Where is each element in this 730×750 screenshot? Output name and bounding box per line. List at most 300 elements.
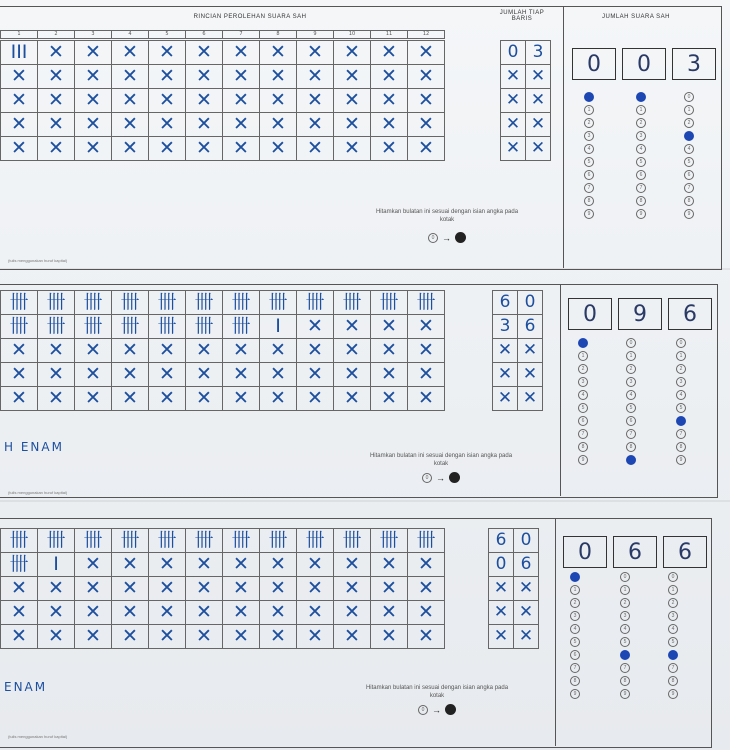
filled-bubble[interactable]	[668, 650, 678, 660]
digit-bubble[interactable]: 7	[584, 183, 594, 193]
filled-bubble[interactable]	[626, 455, 636, 465]
tally-cell: ✕	[297, 41, 334, 65]
tally-cell: ✕	[149, 89, 186, 113]
tally-cell: ✕	[297, 113, 334, 137]
instruction-text-3: Hitamkan bulatan ini sesuai dengan isian angka pada kotak	[365, 685, 509, 699]
tally-grid-1	[0, 40, 445, 161]
tally-cell: ✕	[408, 315, 445, 339]
tally-cell: ✕	[297, 363, 334, 387]
digit-bubble[interactable]: 3	[584, 131, 594, 141]
tally-cell: ✕	[408, 363, 445, 387]
row-total-digit: ✕	[526, 137, 551, 161]
tally-cell: ✕	[408, 625, 445, 649]
tally-row	[1, 553, 445, 577]
row-total-digit: ✕	[489, 625, 514, 649]
arrow-icon: →	[436, 472, 445, 483]
tally-cell: 卌	[186, 315, 223, 339]
digit-bubble[interactable]: 8	[626, 442, 636, 452]
tally-cell: I	[260, 315, 297, 339]
digit-bubble[interactable]: 6	[636, 170, 646, 180]
digit-bubble[interactable]: 9	[636, 209, 646, 219]
tally-cell: ✕	[186, 339, 223, 363]
filled-bubble-icon	[445, 704, 456, 715]
digit-bubble[interactable]: 8	[620, 676, 630, 686]
tally-cell: ✕	[334, 137, 371, 161]
tally-cell: 卌	[371, 291, 408, 315]
digit-bubble[interactable]: 3	[626, 377, 636, 387]
digit-bubble-column	[636, 92, 646, 219]
digit-bubble-column	[676, 338, 686, 465]
tally-cell: ✕	[75, 89, 112, 113]
tally-cell: ✕	[186, 577, 223, 601]
tally-cell: ✕	[149, 601, 186, 625]
tally-cell: ✕	[371, 625, 408, 649]
tally-cell: ✕	[334, 387, 371, 411]
tally-cell: ✕	[186, 65, 223, 89]
digit-bubble[interactable]: 4	[684, 144, 694, 154]
tally-cell: ✕	[38, 339, 75, 363]
tally-cell: ✕	[334, 339, 371, 363]
digit-bubble[interactable]: 5	[620, 637, 630, 647]
digit-bubble[interactable]: 0	[626, 338, 636, 348]
column-number: 2	[38, 31, 75, 39]
tally-cell: ✕	[1, 363, 38, 387]
tally-cell: ✕	[112, 65, 149, 89]
votes-in-words-2: H ENAM	[4, 440, 64, 454]
digit-bubble[interactable]: 8	[578, 442, 588, 452]
tally-row	[1, 291, 445, 315]
column-number: 8	[260, 31, 297, 39]
tally-cell: ✕	[371, 65, 408, 89]
row-total-column-3	[488, 528, 539, 649]
tally-cell: ✕	[334, 553, 371, 577]
digit-bubble[interactable]: 3	[636, 131, 646, 141]
tally-cell: ✕	[186, 387, 223, 411]
column-number: 6	[186, 31, 223, 39]
row-total-digit: 6	[489, 529, 514, 553]
digit-bubble-column	[620, 572, 630, 699]
tally-cell: ✕	[297, 387, 334, 411]
tally-cell: 卌	[75, 529, 112, 553]
tally-cell: 卌	[75, 291, 112, 315]
digit-bubble[interactable]: 1	[578, 351, 588, 361]
digit-bubble[interactable]: 6	[578, 416, 588, 426]
tally-cell: ✕	[223, 601, 260, 625]
total-digit-box: 6	[613, 536, 657, 568]
row-total-digit: ✕	[526, 65, 551, 89]
digit-bubble[interactable]: 4	[676, 390, 686, 400]
tally-cell: ✕	[260, 339, 297, 363]
tally-cell: 卌	[223, 315, 260, 339]
tally-cell: ✕	[371, 339, 408, 363]
digit-bubble[interactable]: 2	[620, 598, 630, 608]
digit-bubble[interactable]: 8	[636, 196, 646, 206]
row-total-digit: ✕	[489, 601, 514, 625]
tally-cell: ✕	[260, 625, 297, 649]
tally-cell: 卌	[371, 529, 408, 553]
digit-bubble[interactable]: 0	[676, 338, 686, 348]
tally-cell: 卌	[260, 291, 297, 315]
tally-cell: ✕	[371, 315, 408, 339]
tally-cell: ✕	[371, 577, 408, 601]
column-number: 7	[223, 31, 260, 39]
digit-bubble[interactable]: 3	[578, 377, 588, 387]
digit-bubble[interactable]: 4	[636, 144, 646, 154]
instruction-text-2: Hitamkan bulatan ini sesuai dengan isian angka pada kotak	[369, 453, 513, 467]
tally-cell: 卌	[223, 529, 260, 553]
tally-cell: ✕	[149, 339, 186, 363]
tally-cell: ✕	[112, 601, 149, 625]
digit-bubble[interactable]: 2	[668, 598, 678, 608]
digit-bubble[interactable]: 8	[570, 676, 580, 686]
filled-bubble[interactable]	[584, 92, 594, 102]
tally-cell: ✕	[223, 137, 260, 161]
tally-row	[1, 363, 445, 387]
digit-bubble-column	[684, 92, 694, 219]
tally-cell: ✕	[186, 553, 223, 577]
column-number: 1	[1, 31, 38, 39]
tally-cell: ✕	[334, 625, 371, 649]
digit-bubble[interactable]: 6	[626, 416, 636, 426]
digit-bubble[interactable]: 1	[684, 105, 694, 115]
tally-cell: ✕	[149, 625, 186, 649]
tally-cell: ✕	[75, 113, 112, 137]
tally-cell: ✕	[297, 89, 334, 113]
tally-cell: ✕	[371, 553, 408, 577]
tally-cell: ✕	[334, 89, 371, 113]
tally-row	[1, 625, 445, 649]
tally-cell: ✕	[149, 577, 186, 601]
row-total-digit: ✕	[514, 601, 539, 625]
digit-bubble[interactable]: 6	[570, 650, 580, 660]
tally-cell: ✕	[75, 387, 112, 411]
column-number: 5	[149, 31, 186, 39]
row-total-digit: ✕	[493, 363, 518, 387]
column-number-row	[0, 30, 445, 39]
digit-bubble[interactable]: 2	[584, 118, 594, 128]
digit-bubble[interactable]: 9	[684, 209, 694, 219]
digit-bubble[interactable]: 0	[620, 572, 630, 582]
tally-cell: ✕	[38, 601, 75, 625]
digit-bubble[interactable]: 5	[676, 403, 686, 413]
footnote-1: (tulis menggunakan huruf kapital)	[8, 258, 68, 263]
column-number: 3	[75, 31, 112, 39]
filled-bubble-icon	[449, 472, 460, 483]
digit-bubble[interactable]: 2	[636, 118, 646, 128]
tally-cell: ✕	[260, 89, 297, 113]
row-total-digit: ✕	[493, 339, 518, 363]
digit-bubble[interactable]: 7	[636, 183, 646, 193]
digit-bubble[interactable]: 2	[676, 364, 686, 374]
column-number: 10	[334, 31, 371, 39]
tally-cell: ✕	[371, 363, 408, 387]
digit-bubble[interactable]: 5	[578, 403, 588, 413]
digit-bubble[interactable]: 8	[684, 196, 694, 206]
tally-cell: ✕	[334, 363, 371, 387]
digit-bubble[interactable]: 7	[578, 429, 588, 439]
digit-bubble[interactable]: 5	[668, 637, 678, 647]
tally-cell: ✕	[223, 41, 260, 65]
tally-cell: ✕	[408, 601, 445, 625]
tally-cell: ✕	[260, 41, 297, 65]
tally-cell: ✕	[223, 387, 260, 411]
tally-cell: 卌	[1, 529, 38, 553]
legend-1	[428, 232, 466, 243]
tally-cell: ✕	[112, 89, 149, 113]
row-total-digit: 6	[493, 291, 518, 315]
tally-cell: ✕	[112, 553, 149, 577]
tally-row	[1, 529, 445, 553]
digit-bubble[interactable]: 5	[626, 403, 636, 413]
digit-bubble[interactable]: 7	[684, 183, 694, 193]
digit-bubble[interactable]: 8	[668, 676, 678, 686]
tally-grid-3	[0, 528, 445, 649]
tally-row	[1, 601, 445, 625]
tally-cell: ✕	[223, 363, 260, 387]
digit-bubble[interactable]: 6	[584, 170, 594, 180]
column-number: 9	[297, 31, 334, 39]
digit-bubble[interactable]: 2	[578, 364, 588, 374]
digit-bubble[interactable]: 5	[684, 157, 694, 167]
total-digit-box: 6	[663, 536, 707, 568]
tally-cell: 卌	[1, 315, 38, 339]
digit-bubble[interactable]: 9	[620, 689, 630, 699]
tally-cell: 卌	[38, 529, 75, 553]
tally-row	[1, 137, 445, 161]
tally-cell: ✕	[75, 41, 112, 65]
tally-cell: ✕	[186, 113, 223, 137]
tally-cell: ✕	[75, 553, 112, 577]
tally-cell: ✕	[334, 601, 371, 625]
tally-cell: ✕	[408, 137, 445, 161]
digit-bubble[interactable]: 0	[668, 572, 678, 582]
tally-cell: 卌	[408, 529, 445, 553]
digit-bubble[interactable]: 4	[570, 624, 580, 634]
filled-bubble[interactable]	[570, 572, 580, 582]
row-total-digit: ✕	[526, 89, 551, 113]
tally-cell: ✕	[223, 625, 260, 649]
tally-cell: ✕	[186, 363, 223, 387]
digit-bubble[interactable]: 9	[676, 455, 686, 465]
tally-cell: 卌	[186, 291, 223, 315]
tally-row	[1, 65, 445, 89]
empty-bubble-icon: 0	[428, 233, 438, 243]
digit-bubble[interactable]: 2	[570, 598, 580, 608]
row-total-digit: ✕	[501, 89, 526, 113]
tally-row	[1, 89, 445, 113]
tally-row	[1, 315, 445, 339]
tally-cell: ✕	[112, 41, 149, 65]
digit-bubble[interactable]: 4	[578, 390, 588, 400]
row-total-digit: ✕	[501, 113, 526, 137]
tally-cell: ✕	[260, 113, 297, 137]
digit-bubble[interactable]: 2	[684, 118, 694, 128]
digit-bubble[interactable]: 3	[668, 611, 678, 621]
tally-cell: 卌	[260, 529, 297, 553]
row-total-column-2	[492, 290, 543, 411]
filled-bubble[interactable]	[676, 416, 686, 426]
total-digit-box: 0	[568, 298, 612, 330]
tally-cell: ✕	[223, 89, 260, 113]
tally-cell: ✕	[38, 113, 75, 137]
tally-cell: ✕	[223, 113, 260, 137]
row-total-digit: ✕	[501, 137, 526, 161]
digit-bubble[interactable]: 9	[578, 455, 588, 465]
digit-bubble[interactable]: 1	[676, 351, 686, 361]
total-digit-box: 6	[668, 298, 712, 330]
digit-bubble-column	[584, 92, 594, 219]
digit-bubble-column	[668, 572, 678, 699]
tally-cell: I	[38, 553, 75, 577]
digit-bubble-column	[578, 338, 588, 465]
digit-bubble[interactable]: 5	[636, 157, 646, 167]
digit-bubble[interactable]: 4	[584, 144, 594, 154]
row-total-digit: ✕	[514, 625, 539, 649]
row-total-digit: 6	[514, 553, 539, 577]
row-total-header: JUMLAH TIAP BARIS	[499, 10, 545, 22]
digit-bubble[interactable]: 1	[620, 585, 630, 595]
digit-bubble[interactable]: 5	[584, 157, 594, 167]
digit-bubble[interactable]: 5	[570, 637, 580, 647]
tally-cell: ✕	[223, 577, 260, 601]
row-total-digit: ✕	[501, 65, 526, 89]
tally-cell: ✕	[149, 65, 186, 89]
tally-cell: ✕	[297, 137, 334, 161]
tally-cell: 卌	[149, 315, 186, 339]
tally-cell: ✕	[371, 137, 408, 161]
digit-bubble[interactable]: 9	[584, 209, 594, 219]
tally-cell: ✕	[223, 339, 260, 363]
filled-bubble[interactable]	[636, 92, 646, 102]
tally-cell: ✕	[112, 577, 149, 601]
digit-bubble[interactable]: 1	[584, 105, 594, 115]
row-total-digit: 0	[518, 291, 543, 315]
tally-cell: ✕	[75, 625, 112, 649]
digit-bubble[interactable]: 1	[636, 105, 646, 115]
digit-bubble[interactable]: 7	[620, 663, 630, 673]
total-digit-box: 0	[572, 48, 616, 80]
tally-cell: ✕	[297, 577, 334, 601]
tally-cell: ✕	[260, 577, 297, 601]
digit-bubble[interactable]: 7	[668, 663, 678, 673]
tally-cell: ✕	[1, 577, 38, 601]
legend-3	[418, 704, 456, 715]
digit-bubble[interactable]: 0	[684, 92, 694, 102]
digit-bubble[interactable]: 3	[676, 377, 686, 387]
tally-cell: ✕	[75, 601, 112, 625]
tally-cell: ✕	[38, 89, 75, 113]
tally-cell: ✕	[408, 65, 445, 89]
tally-cell: ✕	[297, 625, 334, 649]
total-digit-box: 0	[563, 536, 607, 568]
tally-cell: ✕	[334, 577, 371, 601]
tally-cell: ✕	[408, 553, 445, 577]
row-total-digit: 0	[489, 553, 514, 577]
digit-bubble[interactable]: 3	[620, 611, 630, 621]
digit-bubble[interactable]: 6	[684, 170, 694, 180]
tally-cell: ✕	[149, 41, 186, 65]
digit-bubble[interactable]: 8	[584, 196, 594, 206]
tally-cell: ✕	[38, 137, 75, 161]
tally-cell: ✕	[149, 387, 186, 411]
tally-cell: ✕	[408, 113, 445, 137]
tally-cell: ✕	[38, 625, 75, 649]
tally-cell: ✕	[149, 363, 186, 387]
tally-cell: ✕	[1, 625, 38, 649]
total-digit-box: 0	[622, 48, 666, 80]
row-total-digit: ✕	[514, 577, 539, 601]
digit-bubble[interactable]: 3	[570, 611, 580, 621]
tally-cell: 卌	[38, 291, 75, 315]
filled-bubble[interactable]	[620, 650, 630, 660]
tally-cell: ✕	[408, 387, 445, 411]
column-number: 11	[371, 31, 408, 39]
tally-cell: ✕	[297, 601, 334, 625]
arrow-icon: →	[442, 232, 451, 243]
tally-cell: ✕	[334, 113, 371, 137]
digit-bubble[interactable]: 4	[620, 624, 630, 634]
digit-bubble[interactable]: 7	[676, 429, 686, 439]
total-digit-box: 3	[672, 48, 716, 80]
tally-cell: ✕	[371, 387, 408, 411]
digit-bubble[interactable]: 1	[570, 585, 580, 595]
tally-cell: ✕	[408, 89, 445, 113]
digit-bubble[interactable]: 4	[668, 624, 678, 634]
digit-bubble[interactable]: 7	[626, 429, 636, 439]
digit-bubble[interactable]: 4	[626, 390, 636, 400]
tally-cell: 卌	[334, 529, 371, 553]
digit-bubble[interactable]: 9	[668, 689, 678, 699]
filled-bubble[interactable]	[578, 338, 588, 348]
tally-cell: ✕	[371, 601, 408, 625]
tally-cell: ✕	[297, 65, 334, 89]
digit-bubble[interactable]: 8	[676, 442, 686, 452]
footnote-2: (tulis menggunakan huruf kapital)	[8, 490, 68, 495]
tally-cell: ✕	[75, 339, 112, 363]
tally-cell: ✕	[1, 65, 38, 89]
tally-cell: ✕	[149, 553, 186, 577]
tally-cell: 卌	[1, 553, 38, 577]
digit-bubble[interactable]: 9	[570, 689, 580, 699]
tally-cell: ✕	[38, 387, 75, 411]
column-number: 4	[112, 31, 149, 39]
tally-cell: ✕	[371, 41, 408, 65]
tally-cell: ✕	[1, 137, 38, 161]
tally-cell: III	[1, 41, 38, 65]
tally-cell: ✕	[260, 601, 297, 625]
filled-bubble[interactable]	[684, 131, 694, 141]
tally-cell: 卌	[75, 315, 112, 339]
tally-cell: ✕	[297, 339, 334, 363]
digit-bubble[interactable]: 1	[668, 585, 678, 595]
digit-bubble[interactable]: 2	[626, 364, 636, 374]
legend-2	[422, 472, 460, 483]
digit-bubble[interactable]: 7	[570, 663, 580, 673]
tally-cell: ✕	[260, 553, 297, 577]
digit-bubble[interactable]: 1	[626, 351, 636, 361]
row-total-digit: ✕	[493, 387, 518, 411]
empty-bubble-icon: 0	[422, 473, 432, 483]
tally-cell: ✕	[334, 315, 371, 339]
tally-row	[1, 339, 445, 363]
tally-cell: ✕	[112, 625, 149, 649]
tally-detail-header: RINCIAN PEROLEHAN SUARA SAH	[193, 14, 307, 20]
tally-cell: ✕	[75, 577, 112, 601]
tally-cell: 卌	[297, 291, 334, 315]
filled-bubble-icon	[455, 232, 466, 243]
tally-cell: ✕	[1, 339, 38, 363]
row-total-digit: 0	[501, 41, 526, 65]
